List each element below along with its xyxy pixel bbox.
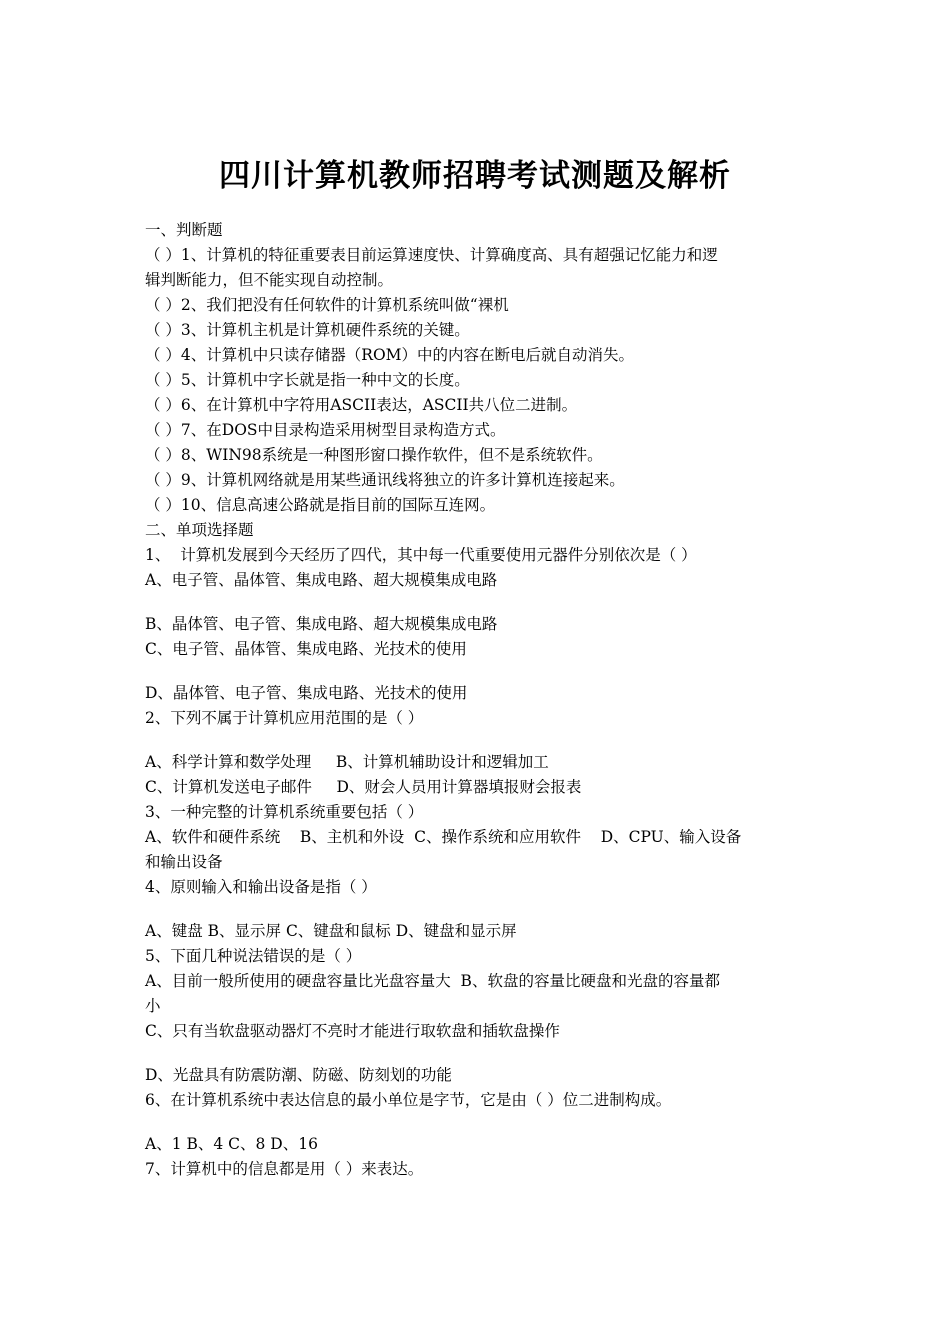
- question-line: （ ）7、在DOS中目录构造采用树型目录构造方式。: [145, 421, 506, 439]
- option-line: C、只有当软盘驱动器灯不亮时才能进行取软盘和插软盘操作: [145, 1022, 560, 1040]
- blank-line: [145, 731, 815, 750]
- option-line: B、晶体管、电子管、集成电路、超大规模集成电路: [145, 615, 498, 633]
- question-line: （ ）8、WIN98系统是一种图形窗口操作软件，但不是系统软件。: [145, 446, 603, 464]
- question-line: 7、计算机中的信息都是用（ ）来表达。: [145, 1160, 424, 1178]
- question-line: 6、在计算机系统中表达信息的最小单位是字节，它是由（ ）位二进制构成。: [145, 1091, 672, 1109]
- option-line: A、1 B、4 C、8 D、16: [145, 1135, 318, 1153]
- question-line: 5、下面几种说法错误的是（ ）: [145, 947, 362, 965]
- option-line: C、计算机发送电子邮件 D、财会人员用计算器填报财会报表: [145, 778, 582, 796]
- option-line: A、键盘 B、显示屏 C、键盘和鼠标 D、键盘和显示屏: [145, 922, 517, 940]
- section-heading-choice: 二、单项选择题: [145, 521, 254, 539]
- option-line: D、光盘具有防震防潮、防磁、防刻划的功能: [145, 1066, 452, 1084]
- option-line: A、电子管、晶体管、集成电路、超大规模集成电路: [145, 571, 498, 589]
- question-line: 3、一种完整的计算机系统重要包括（ ）: [145, 803, 424, 821]
- blank-line: [145, 1044, 815, 1063]
- blank-line: [145, 662, 815, 681]
- blank-line: [145, 1113, 815, 1132]
- question-line: （ ）10、信息高速公路就是指目前的国际互连网。: [145, 496, 496, 514]
- option-line: 小: [145, 997, 161, 1015]
- question-line: 辑判断能力，但不能实现自动控制。: [145, 271, 394, 289]
- question-line: （ ）6、在计算机中字符用ASCII表达，ASCII共八位二进制。: [145, 396, 578, 414]
- blank-line: [145, 593, 815, 612]
- question-line: 4、原则输入和输出设备是指（ ）: [145, 878, 377, 896]
- document-title: 四川计算机教师招聘考试测题及解析: [219, 158, 731, 194]
- question-line: （ ）1、计算机的特征重要表目前运算速度快、计算确度高、具有超强记忆能力和逻: [145, 246, 718, 264]
- question-line: （ ）5、计算机中字长就是指一种中文的长度。: [145, 371, 470, 389]
- option-line: A、软件和硬件系统 B、主机和外设 C、操作系统和应用软件 D、CPU、输入设备: [145, 828, 742, 846]
- question-line: （ ）2、我们把没有任何软件的计算机系统叫做“裸机: [145, 296, 509, 314]
- option-line: A、科学计算和数学处理 B、计算机辅助设计和逻辑加工: [145, 753, 549, 771]
- section-heading-judge: 一、判断题: [145, 221, 223, 239]
- option-line: 和输出设备: [145, 853, 223, 871]
- question-line: 1、 计算机发展到今天经历了四代，其中每一代重要使用元器件分别依次是（ ）: [145, 546, 697, 564]
- question-line: （ ）3、计算机主机是计算机硬件系统的关键。: [145, 321, 470, 339]
- question-line: （ ）4、计算机中只读存储器（ROM）中的内容在断电后就自动消失。: [145, 346, 635, 364]
- option-line: C、电子管、晶体管、集成电路、光技术的使用: [145, 640, 467, 658]
- question-line: 2、下列不属于计算机应用范围的是（ ）: [145, 709, 424, 727]
- document-body: [145, 218, 815, 1182]
- question-line: （ ）9、计算机网络就是用某些通讯线将独立的许多计算机连接起来。: [145, 471, 625, 489]
- option-line: A、目前一般所使用的硬盘容量比光盘容量大 B、软盘的容量比硬盘和光盘的容量都: [145, 972, 720, 990]
- blank-line: [145, 900, 815, 919]
- option-line: D、晶体管、电子管、集成电路、光技术的使用: [145, 684, 468, 702]
